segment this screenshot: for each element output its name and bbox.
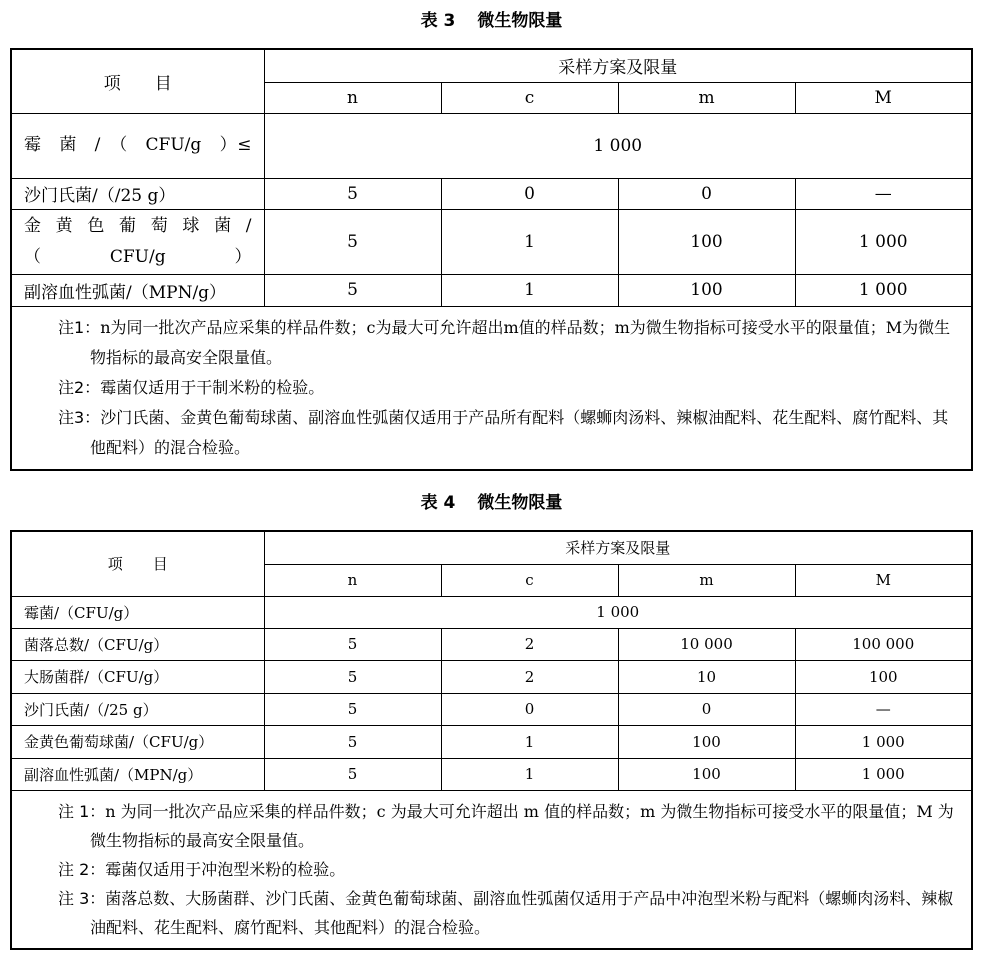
table4-caption-title: 微生物限量 (477, 493, 563, 513)
table4-header-m: m (618, 564, 795, 596)
table4-cell: 10 (618, 660, 795, 693)
table3-cell: 0 (441, 178, 618, 209)
table4-notes-row (11, 790, 972, 949)
table4-cell: 2 (441, 628, 618, 660)
table-row (11, 758, 972, 790)
note-text: 霉菌仅适用于冲泡型米粉的检验。 (105, 859, 346, 879)
table4-header-item: 项 目 (11, 531, 264, 596)
table3-notes (11, 306, 972, 470)
note-label: 注3： (58, 407, 101, 427)
table4-notes (11, 790, 972, 949)
table3-cell: 0 (618, 178, 795, 209)
table4-header-M: M (795, 564, 972, 596)
table4-cell: 100 (618, 725, 795, 758)
note-text: 菌落总数、大肠菌群、沙门氏菌、金黄色葡萄球菌、副溶血性弧菌仅适用于产品中冲泡型米粉与配料（螺蛳肉汤料、辣椒油配料、花生配料、腐竹配料、其他配料）的混合检验。 (90, 888, 954, 937)
table3-header-M: M (795, 82, 972, 113)
table-row (11, 178, 972, 209)
note-text: 沙门氏菌、金黄色葡萄球菌、副溶血性弧菌仅适用于产品所有配料（螺蛳肉汤料、辣椒油配料、花生配料、腐竹配料、其他配料）的混合检验。 (90, 407, 949, 457)
table3-header-plan: 采样方案及限量 (264, 49, 972, 82)
table4-cell: 2 (441, 660, 618, 693)
table3-row-vibrio-item: 副溶血性弧菌/（MPN/g） (11, 274, 264, 306)
table4-cell: 1 000 (795, 725, 972, 758)
table4-row-coliform-item: 大肠菌群/（CFU/g） (11, 660, 264, 693)
table4-cell: 0 (618, 693, 795, 725)
table4-note-1 (58, 797, 959, 855)
table4-row-staph-item: 金黄色葡萄球菌/（CFU/g） (11, 725, 264, 758)
table4-note-2 (58, 855, 959, 884)
table4-cell: 0 (441, 693, 618, 725)
table4-cell: 100 (795, 660, 972, 693)
table3-cell: 1 000 (795, 209, 972, 274)
table4-header-c: c (441, 564, 618, 596)
table-row (11, 725, 972, 758)
table4-cell: 1 (441, 758, 618, 790)
table3-header-c: c (441, 82, 618, 113)
table4-row-mold-item: 霉菌/（CFU/g） (11, 596, 264, 628)
table3-note-1 (58, 313, 959, 373)
table4-cell: 10 000 (618, 628, 795, 660)
table3-header-m: m (618, 82, 795, 113)
table3-caption-number: 表 3 (420, 11, 456, 31)
table-row (11, 113, 972, 178)
note-label: 注 2： (58, 859, 106, 879)
table3-cell: 5 (264, 274, 441, 306)
table3-notes-row (11, 306, 972, 470)
table3-cell: 1 000 (795, 274, 972, 306)
note-text: 霉菌仅适用于干制米粉的检验。 (100, 377, 325, 397)
table4 (10, 530, 973, 950)
table-row (11, 596, 972, 628)
table3-cell: 100 (618, 274, 795, 306)
note-label: 注1： (58, 317, 101, 337)
table4-cell: 5 (264, 628, 441, 660)
table3-cell: — (795, 178, 972, 209)
table3-note-3 (58, 403, 959, 463)
table4-cell: 1 (441, 725, 618, 758)
table4-cell: 5 (264, 660, 441, 693)
table4-header-plan: 采样方案及限量 (264, 531, 972, 564)
table3-header-item: 项 目 (11, 49, 264, 113)
table-row (11, 209, 972, 274)
table4-note-3 (58, 884, 959, 942)
table3-cell: 1 (441, 209, 618, 274)
note-label: 注2： (58, 377, 101, 397)
table-row (11, 660, 972, 693)
table4-row-plate-count-item: 菌落总数/（CFU/g） (11, 628, 264, 660)
table3-cell: 1 (441, 274, 618, 306)
table4-cell: 100 000 (795, 628, 972, 660)
table4-cell: 5 (264, 693, 441, 725)
note-label: 注 3： (58, 888, 106, 908)
note-label: 注 1： (58, 801, 106, 821)
table4-caption (0, 488, 983, 513)
table-row (11, 628, 972, 660)
note-text: n为同一批次产品应采集的样品件数；c为最大可允许超出m值的样品数；m为微生物指标可接受水平的限量值；M为微生物指标的最高安全限量值。 (90, 317, 951, 367)
table3-row-salmonella-item: 沙门氏菌/（/25 g） (11, 178, 264, 209)
table4-cell: 1 000 (795, 758, 972, 790)
table4-row-salmonella-item: 沙门氏菌/（/25 g） (11, 693, 264, 725)
table3-cell: 5 (264, 178, 441, 209)
table3-note-2 (58, 373, 959, 403)
table4-cell: 100 (618, 758, 795, 790)
table-row (11, 274, 972, 306)
table3-row-mold-value: 1 000 (264, 113, 972, 178)
table4-cell: — (795, 693, 972, 725)
table4-cell: 5 (264, 725, 441, 758)
table3-cell: 5 (264, 209, 441, 274)
table4-cell: 5 (264, 758, 441, 790)
table3-row-staph-item: 金 黄 色 葡 萄 球 菌 /（CFU/g） (11, 209, 264, 274)
table-row (11, 693, 972, 725)
table3-caption-title: 微生物限量 (477, 11, 563, 31)
table3-row-mold-item: 霉 菌 / （ CFU/g ）≤ (11, 113, 264, 178)
table4-caption-number: 表 4 (420, 493, 456, 513)
table3-caption (0, 6, 983, 31)
table4-row-mold-value: 1 000 (264, 596, 972, 628)
table3-cell: 100 (618, 209, 795, 274)
table3-header-n: n (264, 82, 441, 113)
table4-row-vibrio-item: 副溶血性弧菌/（MPN/g） (11, 758, 264, 790)
note-text: n 为同一批次产品应采集的样品件数；c 为最大可允许超出 m 值的样品数；m 为微生物指标可接受水平的限量值；M 为微生物指标的最高安全限量值。 (90, 801, 954, 850)
table4-header-n: n (264, 564, 441, 596)
table3 (10, 48, 973, 471)
